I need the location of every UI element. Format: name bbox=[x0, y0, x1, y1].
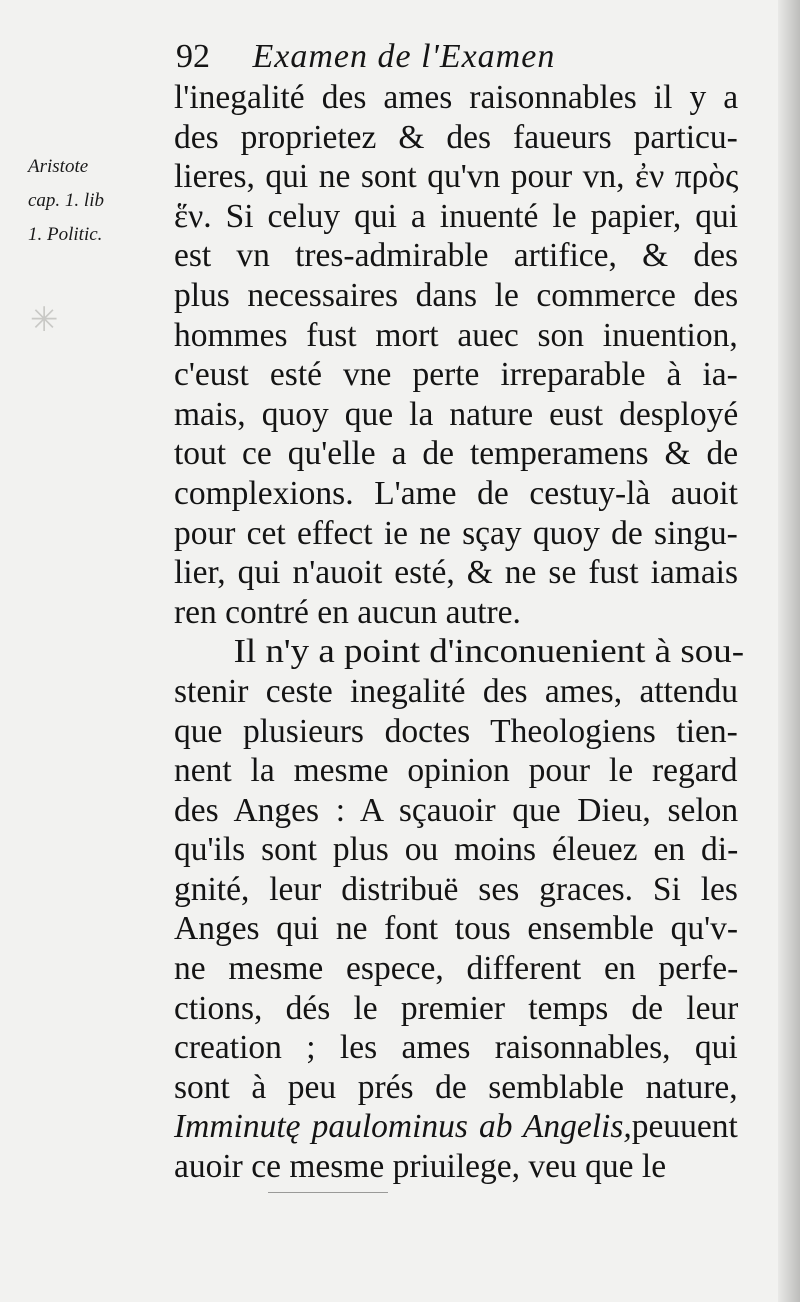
ink-smudge-icon: ✳ bbox=[30, 300, 59, 340]
page-number: 92 bbox=[176, 38, 210, 75]
text-line: gnité, leur distribuë ses graces. Si les bbox=[174, 870, 738, 908]
text-line: lier, qui n'auoit esté, & ne se fust iamais bbox=[174, 554, 739, 592]
text-line: que plusieurs doctes Theologiens tien- bbox=[174, 712, 738, 750]
page-header bbox=[176, 38, 555, 76]
text-line: ἕν. Si celuy qui a inuenté le papier, qui bbox=[174, 197, 739, 235]
text-line: Anges qui ne font tous ensemble qu'v- bbox=[174, 910, 739, 948]
margin-note-line: 1. Politic. bbox=[28, 224, 103, 245]
margin-note-line: cap. 1. lib bbox=[28, 190, 104, 211]
text-line: l'inegalité des ames raisonnables il y a bbox=[174, 79, 739, 116]
text-line: lieres, qui ne sont qu'vn pour vn, ἐν πρὸς bbox=[174, 158, 739, 196]
bottom-rule bbox=[268, 1192, 388, 1193]
text-line: creation ; les ames raisonnables, qui bbox=[174, 1029, 738, 1067]
margin-note bbox=[28, 150, 168, 252]
text-line: auoir ce mesme priuilege, veu que le bbox=[174, 1148, 667, 1186]
text-line: ne mesme espece, different en perfe- bbox=[174, 950, 739, 988]
text-line: ren contré en aucun autre. bbox=[174, 593, 521, 631]
latin-tail: peuuent bbox=[631, 1108, 738, 1146]
text-line: complexions. L'ame de cestuy-là auoit bbox=[174, 474, 738, 512]
text-line: est vn tres-admirable artifice, & des bbox=[174, 237, 738, 275]
text-line: des Anges : A sçauoir que Dieu, selon bbox=[174, 791, 739, 829]
text-line: stenir ceste inegalité des ames, attendu bbox=[174, 672, 739, 710]
text-line: plus necessaires dans le commerce des bbox=[174, 276, 739, 314]
latin-phrase: Imminutę paulominus ab Angelis, bbox=[174, 1108, 632, 1146]
text-line: pour cet effect ie ne sçay quoy de singu- bbox=[174, 514, 738, 552]
margin-note-line: Aristote bbox=[28, 156, 89, 177]
text-line: c'eust esté vne perte irreparable à ia- bbox=[174, 356, 738, 394]
running-title: Examen de l'Examen bbox=[252, 38, 556, 75]
latin-quote-line bbox=[174, 1107, 738, 1147]
text-line: hommes fust mort auec son inuention, bbox=[174, 316, 738, 354]
text-line: nent la mesme opinion pour le regard bbox=[174, 752, 738, 790]
text-line: mais, quoy que la nature eust desployé bbox=[174, 395, 739, 433]
text-line: qu'ils sont plus ou moins éleuez en di- bbox=[174, 831, 739, 869]
body-text bbox=[174, 78, 745, 1187]
paragraph-start-line: Il n'y a point d'inconuenient à sou- bbox=[233, 633, 745, 671]
text-line: sont à peu prés de semblable nature, bbox=[174, 1068, 738, 1106]
text-line: des proprietez & des faueurs particu- bbox=[174, 118, 738, 156]
text-line: tout ce qu'elle a de temperamens & de bbox=[174, 435, 739, 473]
text-line: ctions, dés le premier temps de leur bbox=[174, 989, 739, 1027]
